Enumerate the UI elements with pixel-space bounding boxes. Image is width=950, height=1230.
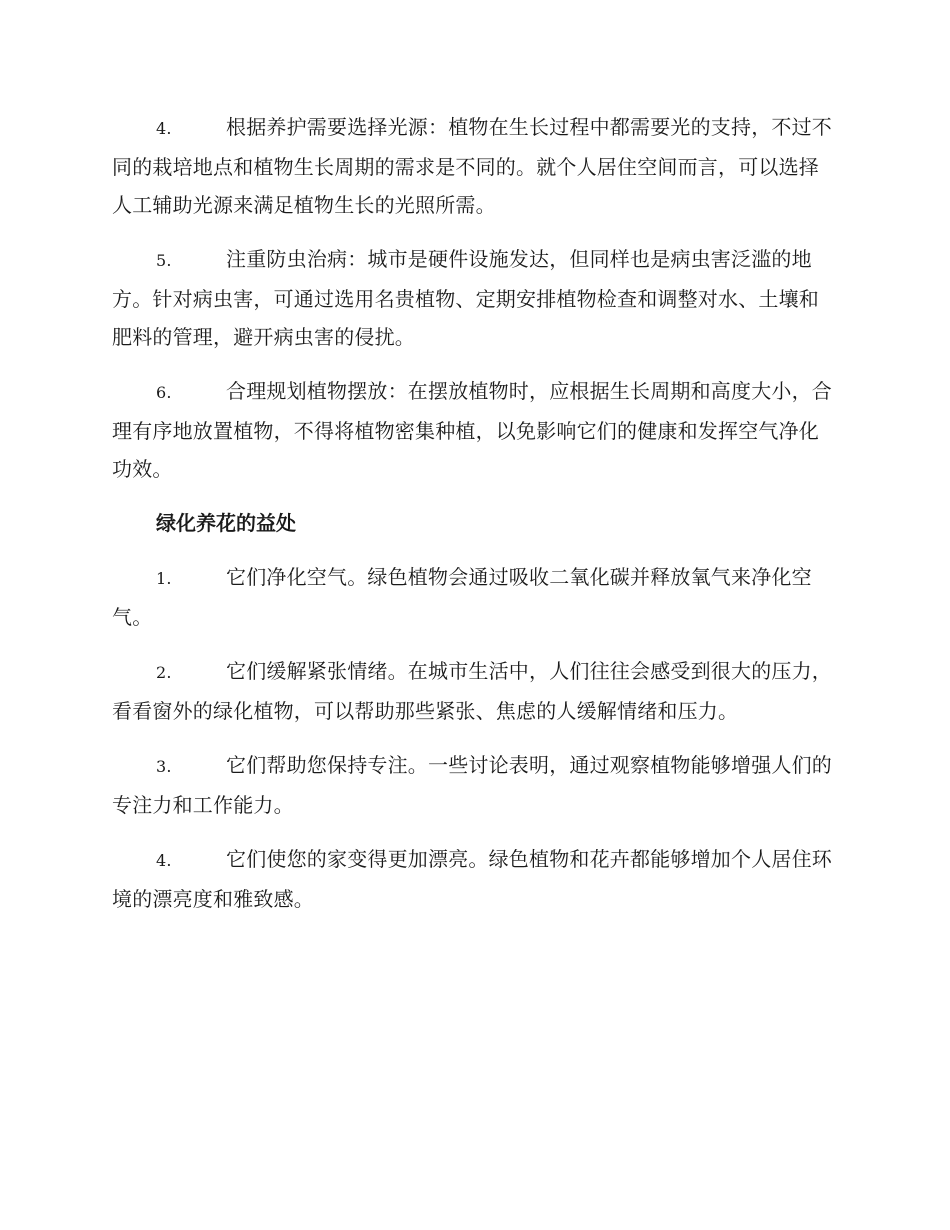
list-text: 它们缓解紧张情绪。在城市生活中，人们往往会感受到很大的压力，看看窗外的绿化植物，可以帮助那些紧张、焦虑的人缓解情绪和压力。 xyxy=(112,659,832,723)
list-item xyxy=(112,372,834,488)
list-number: 5. xyxy=(156,251,172,270)
list-item xyxy=(112,746,834,824)
section-heading: 绿化养花的益处 xyxy=(156,511,296,535)
list-text: 注重防虫治病：城市是硬件设施发达，但同样也是病虫害泛滥的地方。针对病虫害，可通过选用名贵植物、定期安排植物检查和调整对水、土壤和肥料的管理，避开病虫害的侵扰。 xyxy=(112,247,819,349)
list-number: 4. xyxy=(156,119,172,138)
list-item xyxy=(112,558,834,636)
list-number: 3. xyxy=(156,757,172,776)
list-text: 它们使您的家变得更加漂亮。绿色植物和花卉都能够增加个人居住环境的漂亮度和雅致感。 xyxy=(112,847,832,911)
list-number: 1. xyxy=(156,569,172,588)
list-text: 根据养护需要选择光源：植物在生长过程中都需要光的支持，不过不同的栽培地点和植物生长周期的需求是不同的。就个人居住空间而言，可以选择人工辅助光源来满足植物生长的光照所需。 xyxy=(112,115,832,217)
list-item xyxy=(112,108,834,224)
list-text: 合理规划植物摆放：在摆放植物时，应根据生长周期和高度大小，合理有序地放置植物，不得将植物密集种植，以免影响它们的健康和发挥空气净化功效。 xyxy=(112,379,832,481)
list-number: 4. xyxy=(156,851,172,870)
list-text: 它们帮助您保持专注。一些讨论表明，通过观察植物能够增强人们的专注力和工作能力。 xyxy=(112,753,832,817)
document-body xyxy=(112,108,834,934)
list-text: 它们净化空气。绿色植物会通过吸收二氧化碳并释放氧气来净化空气。 xyxy=(112,565,812,629)
list-number: 2. xyxy=(156,663,172,682)
list-item xyxy=(112,840,834,918)
list-item xyxy=(112,652,834,730)
list-item xyxy=(112,240,834,356)
list-number: 6. xyxy=(156,383,172,402)
